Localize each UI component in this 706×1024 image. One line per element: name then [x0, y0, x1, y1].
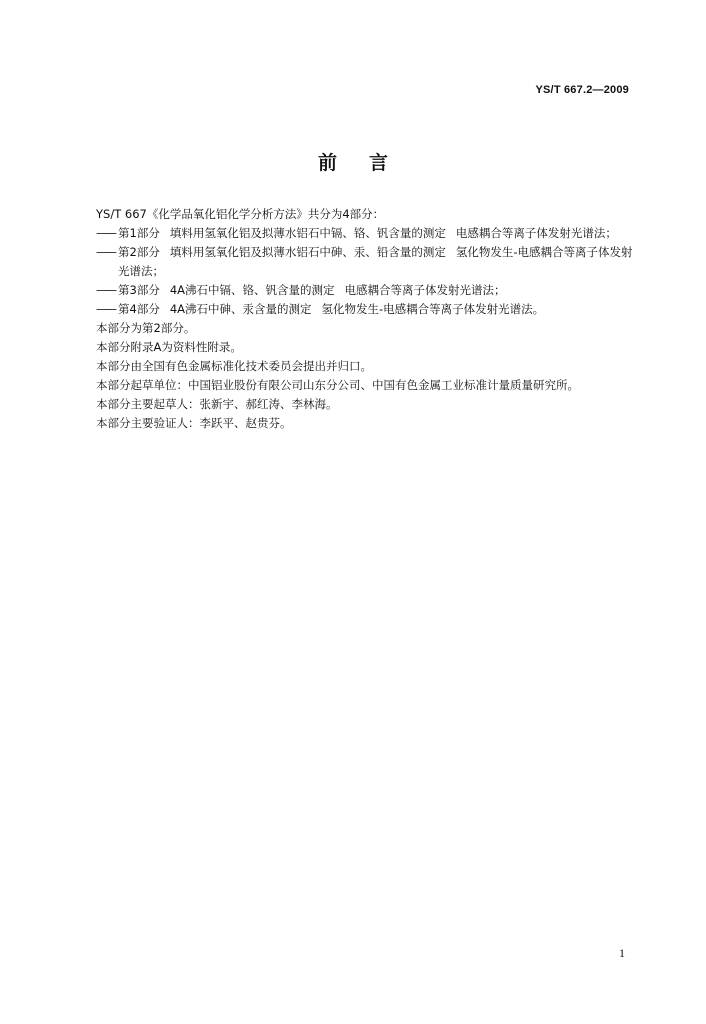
list-item-text — [118, 300, 636, 319]
proposed-by-statement: 本部分由全国有色金属标准化技术委员会提出并归口。 — [96, 359, 372, 373]
part-number: 第1部分 — [118, 226, 160, 240]
list-item-part-2 — [96, 243, 636, 281]
part-number: 第2部分 — [118, 245, 160, 259]
standard-code: YS/T 667.2—2009 — [535, 84, 629, 96]
title-char-1: 前 — [317, 152, 337, 174]
list-dash: —— — [96, 283, 115, 297]
verifiers-statement: 本部分主要验证人：李跃平、赵贵芬。 — [96, 416, 292, 430]
list-item-part-3 — [96, 281, 636, 300]
part-title: 填料用氢氧化铝及拟薄水铝石中砷、汞、铅含量的测定 — [169, 245, 446, 259]
list-item-part-1 — [96, 224, 636, 243]
list-dash: —— — [96, 302, 115, 316]
list-item-text — [118, 281, 636, 300]
part-number: 第4部分 — [118, 302, 160, 316]
drafters-statement: 本部分主要起草人：张新宇、郝红涛、李林海。 — [96, 397, 338, 411]
preface-body — [96, 205, 636, 433]
part-method: 电感耦合等离子体发射光谱法； — [455, 226, 617, 240]
list-dash: —— — [96, 226, 115, 240]
part-number: 第3部分 — [118, 283, 160, 297]
intro-paragraph: YS/T 667《化学品氧化铝化学分析方法》共分为4部分： — [96, 207, 385, 221]
part-method: 电感耦合等离子体发射光谱法； — [344, 283, 506, 297]
page-title — [0, 148, 706, 175]
part-statement: 本部分为第2部分。 — [96, 321, 196, 335]
part-method: 氢化物发生-电感耦合等离子体发射光谱法； — [118, 245, 633, 278]
page-number: 1 — [619, 946, 625, 960]
part-title: 4A沸石中镉、铬、钒含量的测定 — [169, 283, 335, 297]
drafting-units-statement: 本部分起草单位：中国铝业股份有限公司山东分公司、中国有色金属工业标准计量质量研究所。 — [96, 378, 579, 392]
list-item-text — [118, 224, 636, 243]
part-method: 氢化物发生-电感耦合等离子体发射光谱法。 — [321, 302, 545, 316]
part-title: 填料用氢氧化铝及拟薄水铝石中镉、铬、钒含量的测定 — [169, 226, 446, 240]
list-item-text — [118, 243, 636, 281]
list-item-part-4 — [96, 300, 636, 319]
appendix-statement: 本部分附录A为资料性附录。 — [96, 340, 242, 354]
list-dash: —— — [96, 245, 115, 259]
part-title: 4A沸石中砷、汞含量的测定 — [169, 302, 312, 316]
title-char-2: 言 — [369, 152, 389, 174]
